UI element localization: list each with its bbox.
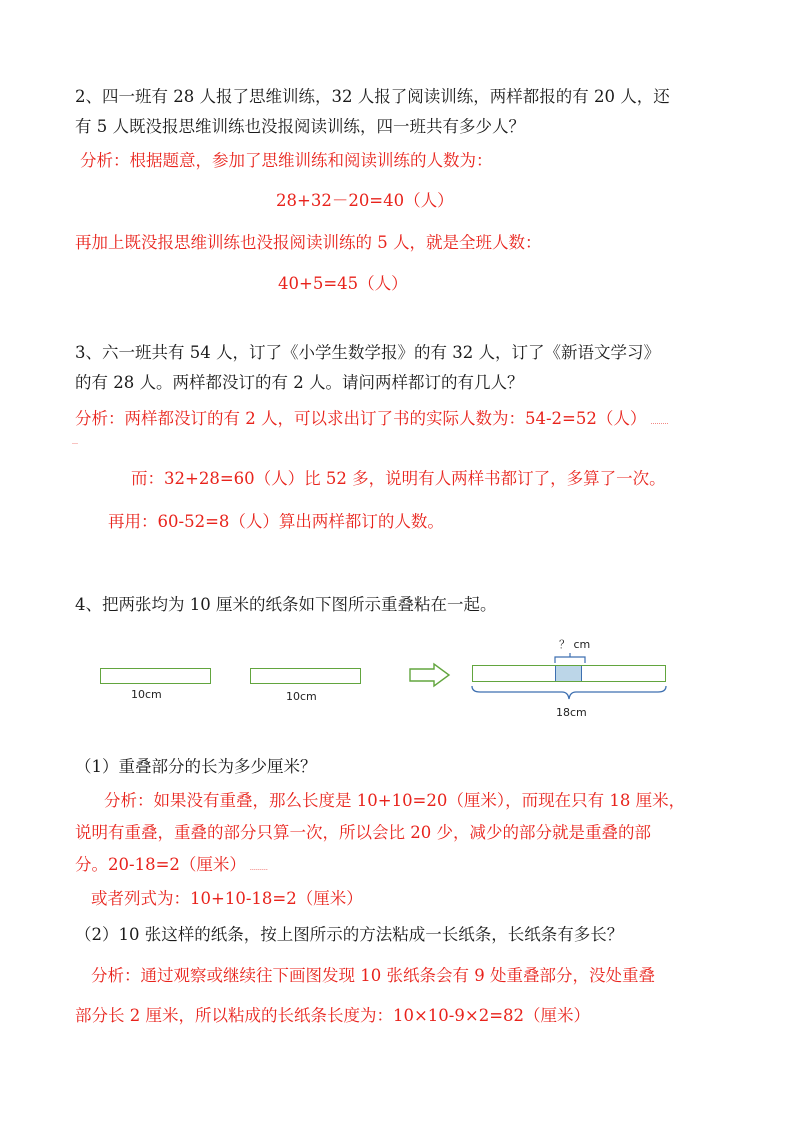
q4-title: 4、把两张均为 10 厘米的纸条如下图所示重叠粘在一起。 [75,595,497,614]
q2-line2: 有 5 人既没报思维训练也没报阅读训练，四一班共有多少人？ [75,117,525,136]
q3-analysis1 [75,408,668,434]
q3-line1: 3、六一班共有 54 人，订了《小学生数学报》的有 32 人，订了《新语文学习》 [75,343,660,362]
q4-sub1-analysis4: 或者列式为：10+10-18=2（厘米） [91,889,363,908]
q3-dots2: … [72,439,78,446]
q3-line2: 的有 28 人。两样都没订的有 2 人。请问两样都订的有几人？ [75,373,524,392]
q3-analysis1-text: 分析：两样都没订的有 2 人，可以求出订了书的实际人数为：54-2=52（人） [75,409,647,428]
q4-sub1-analysis3-text: 分。20-18=2（厘米） [75,855,246,874]
overlap-label: ？ cm [559,638,591,651]
q2-analysis1: 分析：根据题意，参加了思维训练和阅读训练的人数为： [80,151,493,170]
q2-line1: 2、四一班有 28 人报了思维训练，32 人报了阅读训练，两样都报的有 20 人，还 [75,87,670,106]
q2-equation2: 40+5=45（人） [278,274,408,293]
total-brace-icon [470,684,670,702]
q3-analysis3: 再用：60-52=8（人）算出两样都订的人数。 [108,512,444,531]
q4-sub1-analysis3 [75,854,268,880]
strip-1-label: 10cm [131,688,162,701]
q4-sub1-analysis1: 分析：如果没有重叠，那么长度是 10+10=20（厘米），而现在只有 18 厘米， [104,791,686,810]
overlap-region [555,666,582,681]
overlap-brace-path [555,653,585,663]
q4-sub1: （1）重叠部分的长为多少厘米？ [75,757,317,776]
q4-sub2-analysis2: 部分长 2 厘米，所以粘成的长纸条长度为：10×10-9×2=82（厘米） [75,1006,591,1025]
q4-sub1-analysis2: 说明有重叠，重叠的部分只算一次，所以会比 20 少，减少的部分就是重叠的部 [75,823,651,842]
arrow-shape [410,664,449,686]
total-label: 18cm [556,706,587,719]
q4-sub2-analysis1: 分析：通过观察或继续往下画图发现 10 张纸条会有 9 处重叠部分，没处重叠 [91,966,655,985]
q4-sub1-dots: ……… [249,865,268,872]
paper-strip-2 [250,668,361,684]
q3-analysis2: 而：32+28=60（人）比 52 多，说明有人两样书都订了，多算了一次。 [131,469,666,488]
paper-strip-1 [100,668,211,684]
q2-equation1: 28+32－20=40（人） [276,191,454,210]
q4-sub2: （2）10 张这样的纸条，按上图所示的方法粘成一长纸条，长纸条有多长？ [75,925,624,944]
overlap-brace-icon [550,652,590,664]
right-arrow-icon [408,662,452,688]
q3-dots1: ……… [650,419,669,426]
strip-2-label: 10cm [286,690,317,703]
total-brace-path [472,686,666,699]
q2-analysis2: 再加上既没报思维训练也没报阅读训练的 5 人，就是全班人数： [75,233,542,252]
